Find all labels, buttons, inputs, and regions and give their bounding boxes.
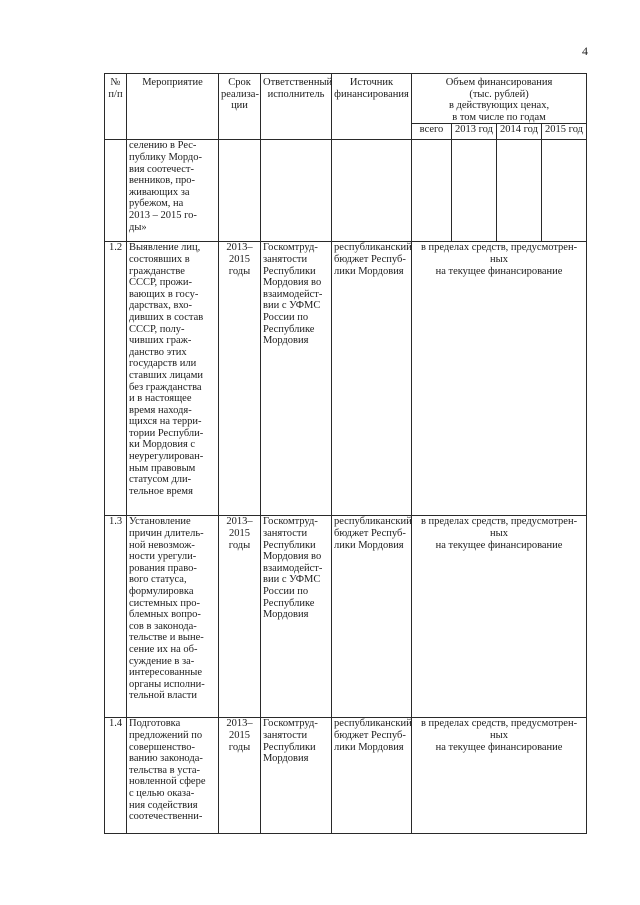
header-row bbox=[105, 74, 587, 124]
table-row bbox=[105, 140, 587, 242]
row-num-cell: 1.4 bbox=[105, 718, 127, 834]
row-funding-cell: в пределах средств, предусмотрен- ных на текущее финансирование bbox=[412, 718, 587, 834]
row-activity-cell: селению в Рес- публику Мордо- вия соотечест- венников, про- живающих за рубежом, на 2013 – 2015 го- ды» bbox=[127, 140, 219, 242]
row-funding-cell: в пределах средств, предусмотрен- ных на текущее финансирование bbox=[412, 242, 587, 516]
header-activity: Мероприятие bbox=[127, 74, 219, 140]
row-activity-cell: Установление причин длитель- ной невозмож- ности урегули- рования право- вого статуса, формулировка системных про- блемных вопро- сов в законода- тельстве и выне- сение их на об- суждение в за- интересованные органы исполни- тельной власти bbox=[127, 516, 219, 718]
row-source-cell: республиканский бюджет Респуб- лики Мордовия bbox=[332, 718, 412, 834]
table-row bbox=[105, 718, 587, 834]
row-funding-2014-cell bbox=[497, 140, 542, 242]
subheader-2014: 2014 год bbox=[497, 124, 542, 140]
row-executor-cell: Госкомтруд- занятости Республики Мордовия во взаимодейст- вии с УФМС России по Республике Мордовия bbox=[261, 242, 332, 516]
row-period-cell: 2013– 2015 годы bbox=[219, 516, 261, 718]
row-activity-cell: Подготовка предложений по совершенство- ванию законода- тельства в уста- новленной сфере с целью оказа- ния содействия соотечественни- bbox=[127, 718, 219, 834]
activities-table bbox=[104, 73, 587, 834]
row-num-cell: 1.3 bbox=[105, 516, 127, 718]
row-funding-2015-cell bbox=[542, 140, 587, 242]
header-source: Источник финансирования bbox=[332, 74, 412, 140]
table-row bbox=[105, 242, 587, 516]
row-num-cell bbox=[105, 140, 127, 242]
row-period-cell: 2013– 2015 годы bbox=[219, 242, 261, 516]
row-funding-2013-cell bbox=[452, 140, 497, 242]
row-executor-cell: Госкомтруд- занятости Республики Мордовия во взаимодейст- вии с УФМС России по Республике Мордовия bbox=[261, 516, 332, 718]
row-funding-total-cell bbox=[412, 140, 452, 242]
header-executor: Ответственный исполнитель bbox=[261, 74, 332, 140]
row-source-cell: республиканский бюджет Респуб- лики Мордовия bbox=[332, 242, 412, 516]
header-funding: Объем финансирования (тыс. рублей) в действующих ценах, в том числе по годам bbox=[412, 74, 587, 124]
row-funding-cell: в пределах средств, предусмотрен- ных на текущее финансирование bbox=[412, 516, 587, 718]
subheader-2013: 2013 год bbox=[452, 124, 497, 140]
header-period: Срок реализа- ции bbox=[219, 74, 261, 140]
subheader-2015: 2015 год bbox=[542, 124, 587, 140]
table-row bbox=[105, 516, 587, 718]
page-number: 4 bbox=[582, 44, 588, 58]
row-activity-cell: Выявление лиц, состоявших в гражданстве СССР, прожи- вающих в госу- дарствах, вхо- дивших в состав СССР, полу- чивших граж- данство этих государств или ставших лицами без гражданства и в настоящее время находя- щихся на терри- тории Республи- ки Мордовия с неурегулирован- ным правовым статусом дли- тельное время bbox=[127, 242, 219, 516]
header-num: № п/п bbox=[105, 74, 127, 140]
row-period-cell bbox=[219, 140, 261, 242]
row-period-cell: 2013– 2015 годы bbox=[219, 718, 261, 834]
subheader-total: всего bbox=[412, 124, 452, 140]
row-num-cell: 1.2 bbox=[105, 242, 127, 516]
row-source-cell: республиканский бюджет Респуб- лики Мордовия bbox=[332, 516, 412, 718]
row-executor-cell bbox=[261, 140, 332, 242]
row-executor-cell: Госкомтруд- занятости Республики Мордовия bbox=[261, 718, 332, 834]
row-source-cell bbox=[332, 140, 412, 242]
